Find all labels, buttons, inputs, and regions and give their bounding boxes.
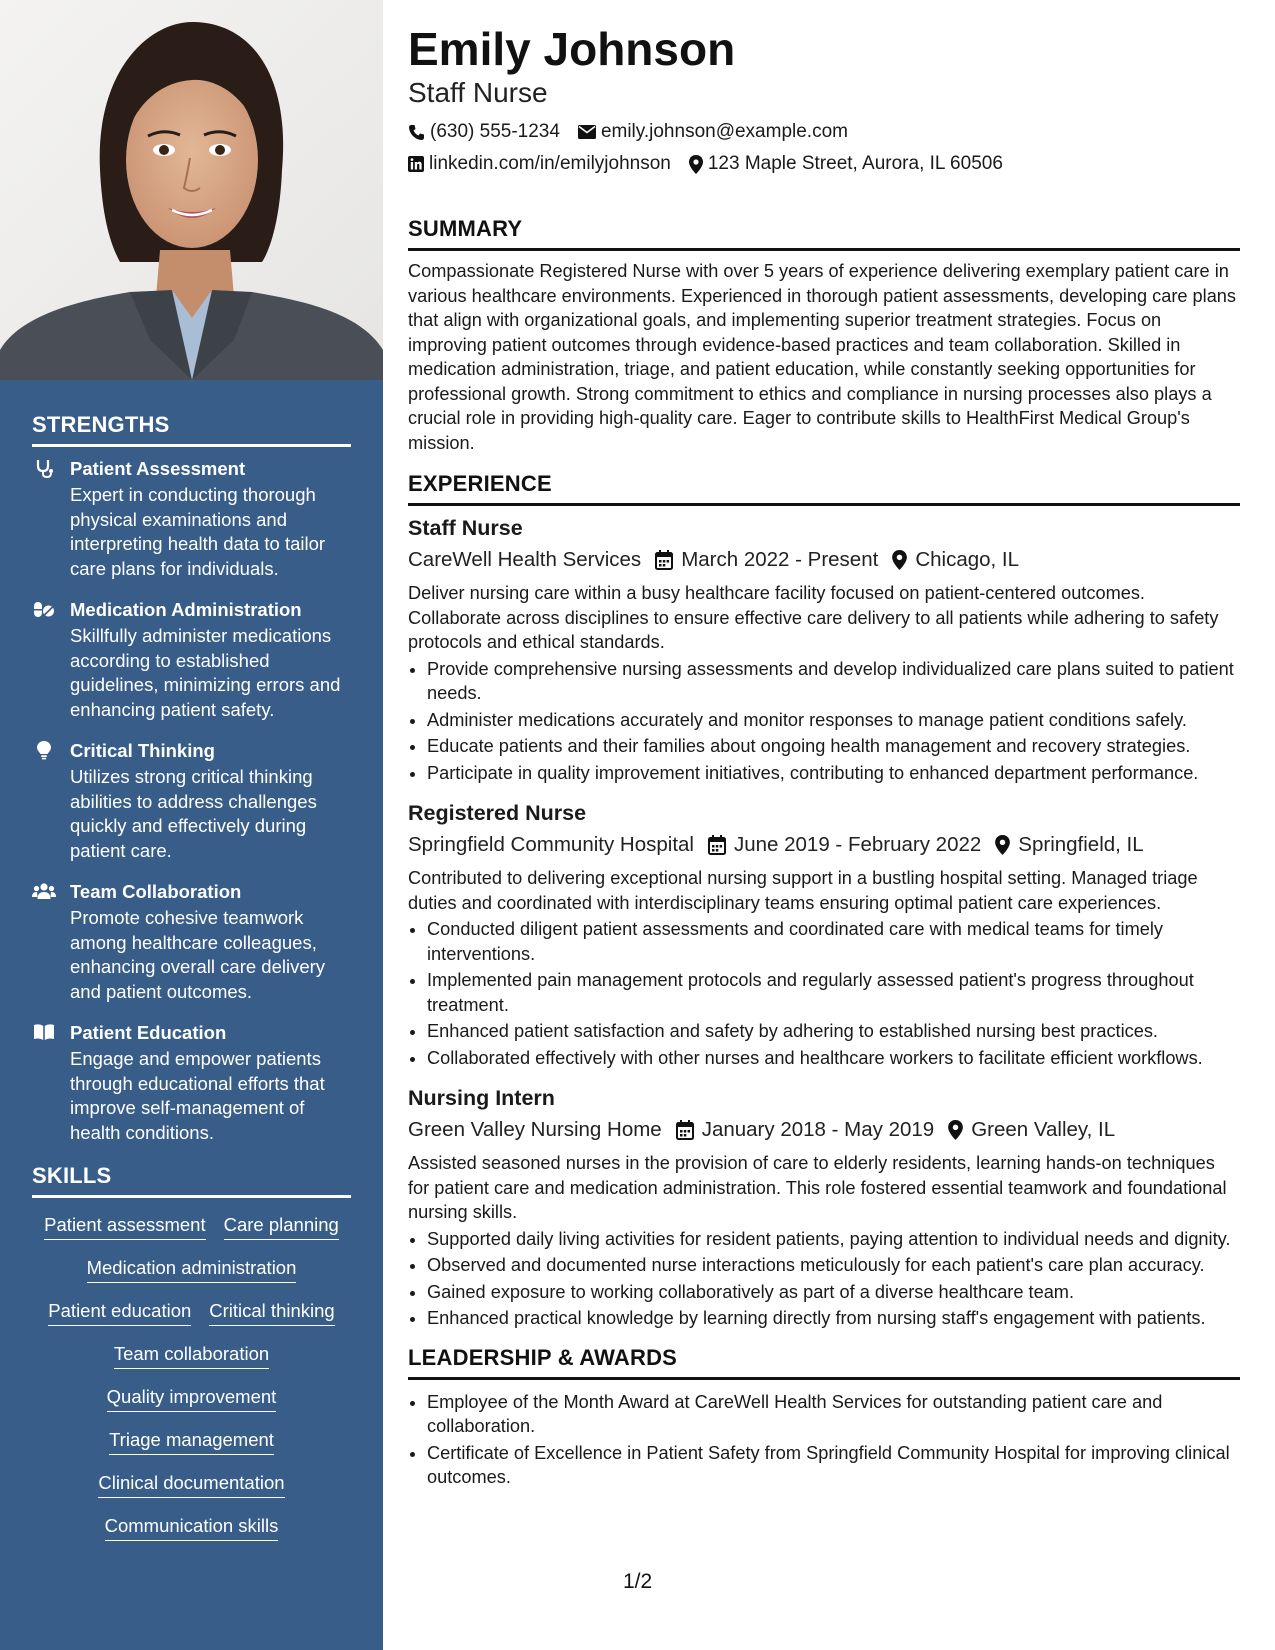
job-location-text: Green Valley, IL xyxy=(971,1118,1116,1141)
map-pin-icon xyxy=(892,550,907,570)
job-dates xyxy=(708,830,981,860)
candidate-title: Staff Nurse xyxy=(408,77,548,108)
skills-list xyxy=(32,1212,351,1541)
book-open-icon xyxy=(32,1022,56,1042)
skill-tag: Patient education xyxy=(48,1298,191,1326)
job-bullet: • Collaborated effectively with other nurses and healthcare workers to facilitate efficient workflows. xyxy=(427,1046,1240,1071)
strength-description: Skillfully administer medications according to established guidelines, minimizing errors and enhancing patient safety. xyxy=(70,625,341,720)
job-location xyxy=(892,545,1019,575)
job-location-text: Chicago, IL xyxy=(915,548,1020,571)
job-description: Assisted seasoned nurses in the provision of care to elderly residents, learning hands-on techniques for patient care and medication administration. This role fostered essential teamwork and foundational nursing skills. xyxy=(408,1153,1227,1222)
skill-tag: Clinical documentation xyxy=(98,1470,284,1498)
job-company: CareWell Health Services xyxy=(408,548,642,571)
candidate-name: Emily Johnson xyxy=(408,23,736,75)
job-entry xyxy=(408,514,1240,785)
job-dates-text: March 2022 - Present xyxy=(681,548,879,571)
skill-tag: Medication administration xyxy=(87,1255,297,1283)
job-bullets xyxy=(408,657,1240,786)
awards-list xyxy=(408,1390,1240,1490)
linkedin-contact[interactable] xyxy=(408,148,671,180)
phone-contact[interactable] xyxy=(408,116,560,148)
strength-title: Medication Administration xyxy=(70,599,302,620)
strength-item xyxy=(32,598,351,722)
job-bullet: • Implemented pain management protocols and regularly assessed patient's progress throughout treatment. xyxy=(427,968,1240,1017)
strength-title: Patient Assessment xyxy=(70,458,246,479)
stethoscope-icon xyxy=(32,458,56,478)
calendar-icon xyxy=(655,550,673,570)
job-bullet: • Conducted diligent patient assessments and coordinated care with medical teams for timely interventions. xyxy=(427,917,1240,966)
lightbulb-icon xyxy=(32,740,56,760)
phone-icon xyxy=(408,124,425,141)
job-bullets xyxy=(408,1227,1240,1331)
job-meta xyxy=(408,1115,1240,1145)
job-company: Springfield Community Hospital xyxy=(408,833,694,856)
job-company: Green Valley Nursing Home xyxy=(408,1118,662,1141)
job-bullet: • Administer medications accurately and monitor responses to manage patient conditions safely. xyxy=(427,708,1240,733)
users-icon xyxy=(32,881,56,901)
strength-description: Promote cohesive teamwork among healthcare colleagues, enhancing overall care delivery and patient outcomes. xyxy=(70,907,326,1002)
job-entry xyxy=(408,1084,1240,1331)
address-text: 123 Maple Street, Aurora, IL 60506 xyxy=(707,153,1003,174)
skill-tag: Care planning xyxy=(224,1212,339,1240)
strength-description: Utilizes strong critical thinking abilities to address challenges quickly and effectively during patient care. xyxy=(70,766,317,861)
award-item: • Certificate of Excellence in Patient Safety from Springfield Community Hospital for improving clinical outcomes. xyxy=(427,1441,1240,1490)
linkedin-text: linkedin.com/in/emilyjohnson xyxy=(429,153,671,174)
strength-title: Critical Thinking xyxy=(70,740,215,761)
phone-text: (630) 555-1234 xyxy=(430,121,560,142)
award-item: • Employee of the Month Award at CareWell Health Services for outstanding patient care and collaboration. xyxy=(427,1390,1240,1439)
profile-photo xyxy=(0,0,383,380)
job-title: Nursing Intern xyxy=(408,1086,555,1110)
job-bullet: • Provide comprehensive nursing assessments and develop individualized care plans suited to patient needs. xyxy=(427,657,1240,706)
skill-tag: Critical thinking xyxy=(209,1298,334,1326)
job-dates xyxy=(655,545,878,575)
job-bullet: • Observed and documented nurse interactions meticulously for each patient's care plan accuracy. xyxy=(427,1253,1240,1278)
job-bullet: • Educate patients and their families about ongoing health management and recovery strategies. xyxy=(427,734,1240,759)
page-number: 1/2 xyxy=(623,1570,653,1593)
job-location xyxy=(995,830,1143,860)
job-entry xyxy=(408,799,1240,1070)
skill-tag: Quality improvement xyxy=(107,1384,277,1412)
job-dates xyxy=(676,1115,934,1145)
job-bullet: • Enhanced practical knowledge by learning directly from nursing staff's engagement with patients. xyxy=(427,1306,1240,1331)
job-location xyxy=(948,1115,1115,1145)
job-title: Staff Nurse xyxy=(408,516,523,540)
strength-description: Expert in conducting thorough physical examinations and interpreting health data to tailor care plans for individuals. xyxy=(70,484,326,579)
strengths-heading: STRENGTHS xyxy=(32,412,351,447)
job-meta xyxy=(408,830,1240,860)
job-bullet: • Supported daily living activities for resident patients, paying attention to individual needs and dignity. xyxy=(427,1227,1240,1252)
job-bullet: • Gained exposure to working collaboratively as part of a diverse healthcare team. xyxy=(427,1280,1240,1305)
strength-description: Engage and empower patients through educational efforts that improve self-management of health conditions. xyxy=(70,1048,325,1143)
linkedin-icon xyxy=(408,156,424,172)
skill-tag: Team collaboration xyxy=(114,1341,269,1369)
job-description: Deliver nursing care within a busy healthcare facility focused on patient-centered outcomes. Collaborate across disciplines to ensure effective care delivery to all patients while adhering to safety protocols and ethical standards. xyxy=(408,583,1219,652)
contact-row xyxy=(408,148,1240,180)
skill-tag: Triage management xyxy=(109,1427,274,1455)
job-meta xyxy=(408,545,1240,575)
skill-tag: Communication skills xyxy=(105,1513,279,1541)
strength-item xyxy=(32,1021,351,1145)
strength-item xyxy=(32,880,351,1004)
contact-row xyxy=(408,116,1240,148)
job-dates-text: January 2018 - May 2019 xyxy=(701,1118,935,1141)
strength-item xyxy=(32,739,351,863)
job-bullet: • Participate in quality improvement initiatives, contributing to enhanced department performance. xyxy=(427,761,1240,786)
experience-heading: EXPERIENCE xyxy=(408,471,1240,506)
strength-item xyxy=(32,457,351,581)
map-pin-icon xyxy=(995,835,1010,855)
map-pin-icon xyxy=(948,1120,963,1140)
job-bullet: • Enhanced patient satisfaction and safety by adhering to established nursing best practices. xyxy=(427,1019,1240,1044)
strength-title: Patient Education xyxy=(70,1022,227,1043)
map-pin-icon xyxy=(689,155,703,174)
skill-tag: Patient assessment xyxy=(44,1212,205,1240)
job-bullets xyxy=(408,917,1240,1070)
email-contact[interactable] xyxy=(578,116,848,148)
summary-heading: SUMMARY xyxy=(408,216,1240,251)
sidebar xyxy=(0,0,383,1650)
calendar-icon xyxy=(676,1120,694,1140)
job-location-text: Springfield, IL xyxy=(1018,833,1144,856)
email-text: emily.johnson@example.com xyxy=(600,121,848,142)
summary-text: Compassionate Registered Nurse with over 5 years of experience delivering exemplary patient care in various healthcare environments. Experienced in thorough patient assessments, developing care plans that align with organizational goals, and implementing superior treatment strategies. Focus on improving patient outcomes through evidence-based practices and team collaboration. Skilled in medication administration, triage, and patient education, while constantly seeking opportunities for professional growth. Strong commitment to ethics and compliance in nursing processes also plays a crucial role in providing high-quality care. Eager to contribute skills to HealthFirst Medical Group's mission. xyxy=(408,261,1237,453)
strength-title: Team Collaboration xyxy=(70,881,242,902)
calendar-icon xyxy=(708,835,726,855)
job-title: Registered Nurse xyxy=(408,801,587,825)
main-content xyxy=(408,22,1240,1492)
address-contact xyxy=(689,148,1003,180)
envelope-icon xyxy=(578,125,596,139)
skills-heading: SKILLS xyxy=(32,1163,351,1198)
awards-heading: LEADERSHIP & AWARDS xyxy=(408,1345,1240,1380)
job-description: Contributed to delivering exceptional nursing support in a bustling hospital setting. Managed triage duties and coordinated with interdisciplinary teams ensuring optimal patient care experiences. xyxy=(408,868,1198,913)
pills-icon xyxy=(32,599,56,619)
job-dates-text: June 2019 - February 2022 xyxy=(733,833,982,856)
